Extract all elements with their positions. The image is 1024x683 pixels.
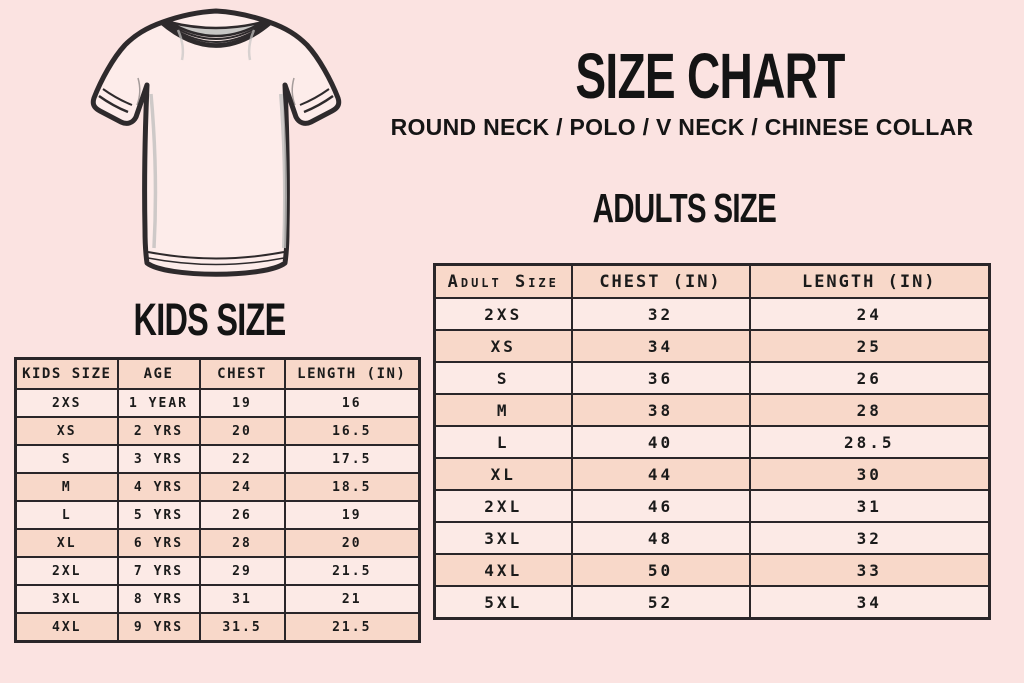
tshirt-body <box>93 11 339 274</box>
kids-size-table <box>14 357 421 643</box>
page-title <box>510 40 910 112</box>
table-row <box>435 522 990 554</box>
table-row <box>435 298 990 330</box>
size-cell: 4XL <box>16 613 118 642</box>
table-row <box>16 473 420 501</box>
chest-cell: 29 <box>200 557 285 585</box>
page-title-text: SIZE CHART <box>575 40 845 112</box>
column-header: LENGTH (IN) <box>285 359 420 390</box>
size-cell: XS <box>435 330 572 362</box>
size-cell: 2XS <box>435 298 572 330</box>
size-cell: L <box>435 426 572 458</box>
length-cell: 16 <box>285 389 420 417</box>
length-cell: 32 <box>750 522 990 554</box>
length-cell: 34 <box>750 586 990 619</box>
length-cell: 28.5 <box>750 426 990 458</box>
table-row <box>435 394 990 426</box>
size-cell: M <box>435 394 572 426</box>
table-row <box>435 490 990 522</box>
chest-cell: 32 <box>572 298 750 330</box>
table-row <box>16 417 420 445</box>
length-cell: 16.5 <box>285 417 420 445</box>
length-cell: 21 <box>285 585 420 613</box>
chest-cell: 31 <box>200 585 285 613</box>
chest-cell: 52 <box>572 586 750 619</box>
chest-cell: 36 <box>572 362 750 394</box>
table-row <box>435 586 990 619</box>
length-cell: 21.5 <box>285 557 420 585</box>
length-cell: 24 <box>750 298 990 330</box>
age-cell: 3 YRS <box>118 445 200 473</box>
table-header-row <box>16 359 420 390</box>
length-cell: 17.5 <box>285 445 420 473</box>
chest-cell: 44 <box>572 458 750 490</box>
age-cell: 4 YRS <box>118 473 200 501</box>
length-cell: 21.5 <box>285 613 420 642</box>
length-cell: 26 <box>750 362 990 394</box>
page-subtitle: ROUND NECK / POLO / V NECK / CHINESE COLLAR <box>390 114 974 140</box>
tshirt-illustration <box>83 2 349 302</box>
length-cell: 30 <box>750 458 990 490</box>
table-header-row <box>435 265 990 299</box>
size-cell: XL <box>16 529 118 557</box>
table-row <box>435 362 990 394</box>
chest-cell: 48 <box>572 522 750 554</box>
size-cell: S <box>16 445 118 473</box>
chest-cell: 50 <box>572 554 750 586</box>
column-header: AGE <box>118 359 200 390</box>
size-cell: M <box>16 473 118 501</box>
table-row <box>16 529 420 557</box>
age-cell: 2 YRS <box>118 417 200 445</box>
adults-size-heading <box>534 185 834 231</box>
table-row <box>16 585 420 613</box>
age-cell: 8 YRS <box>118 585 200 613</box>
column-header: CHEST <box>200 359 285 390</box>
age-cell: 6 YRS <box>118 529 200 557</box>
table-row <box>435 554 990 586</box>
table-row <box>435 330 990 362</box>
table-row <box>16 445 420 473</box>
table-row <box>16 557 420 585</box>
table-row <box>435 458 990 490</box>
size-cell: XL <box>435 458 572 490</box>
size-cell: 2XL <box>16 557 118 585</box>
chest-cell: 38 <box>572 394 750 426</box>
size-cell: L <box>16 501 118 529</box>
length-cell: 19 <box>285 501 420 529</box>
chest-cell: 22 <box>200 445 285 473</box>
column-header: CHEST (IN) <box>572 265 750 299</box>
length-cell: 20 <box>285 529 420 557</box>
length-cell: 28 <box>750 394 990 426</box>
length-cell: 25 <box>750 330 990 362</box>
size-cell: 3XL <box>16 585 118 613</box>
chest-cell: 20 <box>200 417 285 445</box>
size-cell: S <box>435 362 572 394</box>
size-cell: 2XS <box>16 389 118 417</box>
chest-cell: 26 <box>200 501 285 529</box>
adults-size-heading-text: ADULTS SIZE <box>592 185 776 231</box>
chest-cell: 19 <box>200 389 285 417</box>
column-header: Adult Size <box>435 265 572 299</box>
size-cell: XS <box>16 417 118 445</box>
adults-size-table <box>433 263 991 620</box>
age-cell: 9 YRS <box>118 613 200 642</box>
age-cell: 7 YRS <box>118 557 200 585</box>
kids-size-heading-text: KIDS SIZE <box>134 294 286 345</box>
chest-cell: 24 <box>200 473 285 501</box>
kids-size-heading <box>60 294 360 345</box>
length-cell: 31 <box>750 490 990 522</box>
size-cell: 5XL <box>435 586 572 619</box>
chest-cell: 34 <box>572 330 750 362</box>
chest-cell: 28 <box>200 529 285 557</box>
chest-cell: 40 <box>572 426 750 458</box>
size-cell: 4XL <box>435 554 572 586</box>
table-row <box>16 501 420 529</box>
chest-cell: 31.5 <box>200 613 285 642</box>
age-cell: 1 YEAR <box>118 389 200 417</box>
column-header: LENGTH (IN) <box>750 265 990 299</box>
table-row <box>16 613 420 642</box>
table-row <box>435 426 990 458</box>
column-header: KIDS SIZE <box>16 359 118 390</box>
size-cell: 2XL <box>435 490 572 522</box>
size-cell: 3XL <box>435 522 572 554</box>
length-cell: 33 <box>750 554 990 586</box>
table-row <box>16 389 420 417</box>
chest-cell: 46 <box>572 490 750 522</box>
length-cell: 18.5 <box>285 473 420 501</box>
age-cell: 5 YRS <box>118 501 200 529</box>
